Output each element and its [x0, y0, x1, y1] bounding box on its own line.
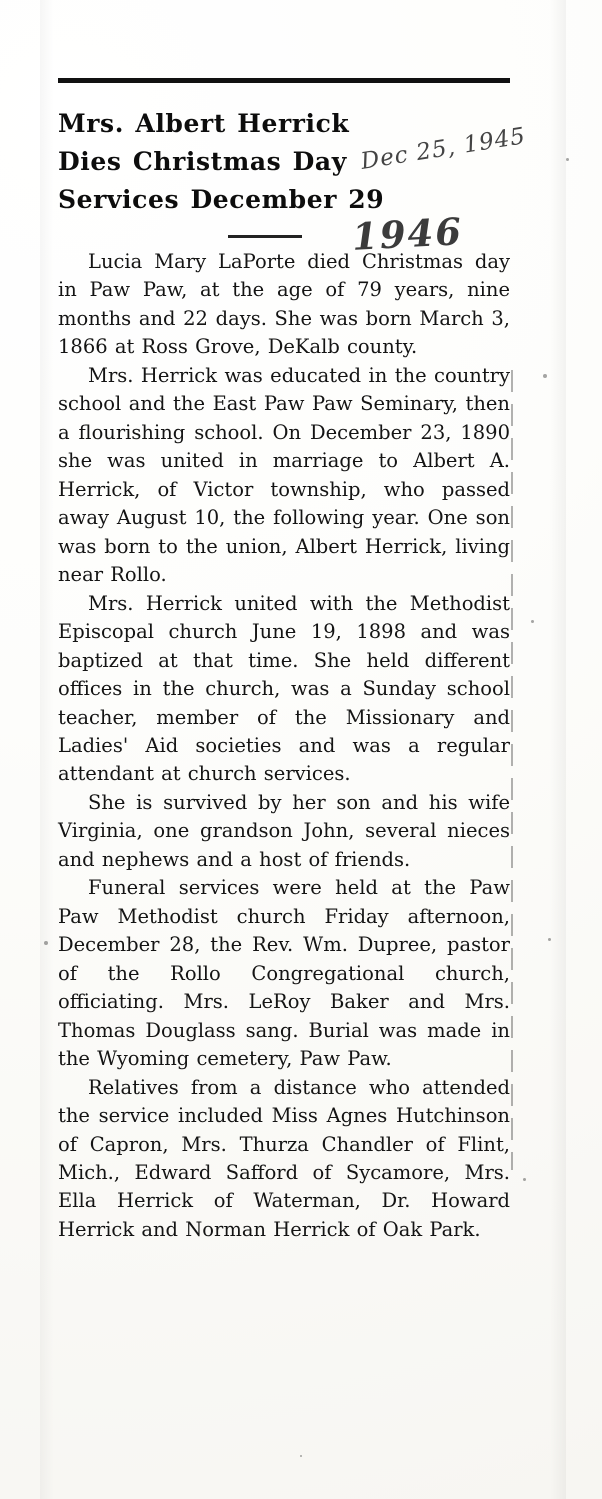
scan-speck [566, 158, 569, 161]
scan-speck [523, 1178, 526, 1181]
scan-speck [44, 941, 48, 945]
handwritten-year-annotation: 1946 [350, 209, 465, 259]
article-paragraph: Relatives from a distance who attended the service included Miss Agnes Hutchinson of Capron, Mrs. Thurza Chandler of Flint, Mich., Edward Safford of Sycamore, Mrs. Ella Herrick of Waterman, Dr. Howard Herrick and Norman Herrick of Oak Park. [58, 1075, 510, 1241]
headline-line-1: Mrs. Albert Herrick [58, 109, 350, 138]
top-rule-divider [58, 78, 510, 83]
scan-speck [300, 1455, 302, 1457]
headline-line-2: Dies Christmas Day [58, 147, 347, 176]
headline-body-divider [228, 235, 302, 238]
scan-speck [548, 938, 551, 941]
headline-line-3: Services December 29 [58, 185, 385, 214]
article-body [58, 248, 510, 1244]
scan-speck [531, 620, 534, 623]
handwritten-date-annotation: Dec 25, 1945 [358, 123, 528, 175]
article-column [58, 78, 510, 1244]
scan-speck [543, 374, 547, 378]
right-margin-artifact [511, 370, 513, 1170]
article-paragraph: Mrs. Herrick was educated in the country school and the East Paw Paw Seminary, then a flourishing school. On December 23, 1890 she was united in marriage to Albert A. Herrick, of Victor township, who passed away August 10, the following year. One son was born to the union, Albert Herrick, living near Rollo. [58, 363, 510, 587]
clipping-right-edge-shadow [550, 0, 566, 1499]
article-headline [58, 105, 510, 219]
article-paragraph: She is survived by her son and his wife Virginia, one grandson John, several nieces and nephews and a host of friends. [58, 790, 510, 871]
article-paragraph: Funeral services were held at the Paw Paw Methodist church Friday afternoon, December 28, the Rev. Wm. Dupree, pastor of the Rollo Congregational church, officiating. Mrs. LeRoy Baker and Mrs. Thomas Douglass sang. Burial was made in the Wyoming cemetery, Paw Paw. [58, 876, 510, 1071]
article-paragraph: Lucia Mary LaPorte died Christmas day in Paw Paw, at the age of 79 years, nine months and 22 days. She was born March 3, 1866 at Ross Grove, DeKalb county. [58, 250, 510, 359]
clipping-left-edge-shadow [40, 0, 54, 1499]
article-paragraph: Mrs. Herrick united with the Methodist Episcopal church June 19, 1898 and was baptized at that time. She held different offices in the church, was a Sunday school teacher, member of the Missionary and Ladies' Aid societies and was a regular attendant at church services. [58, 591, 510, 786]
